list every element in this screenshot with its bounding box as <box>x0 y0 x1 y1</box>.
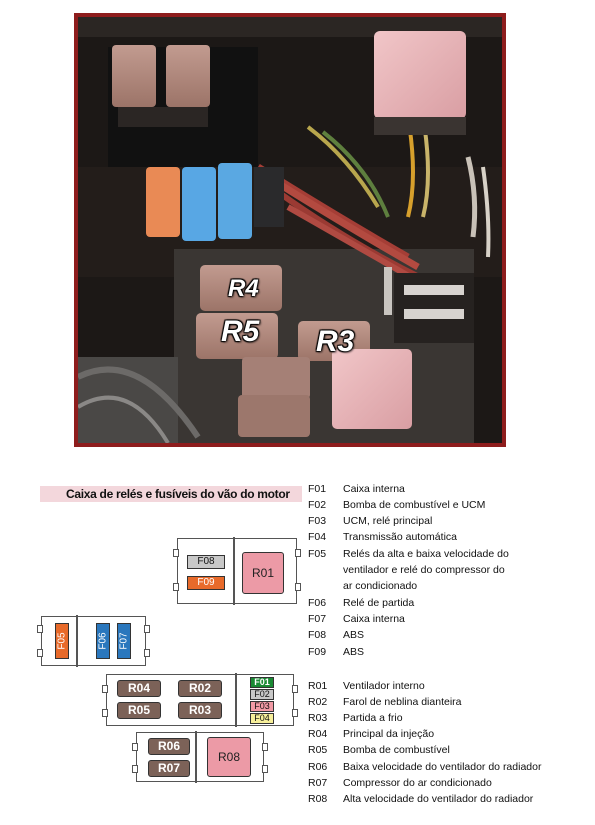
legend-text: Alta velocidade do ventilador do radiador <box>343 793 534 805</box>
legend-code: F07 <box>308 613 327 625</box>
legend-code: R03 <box>308 712 328 724</box>
legend-text: Bomba de combustível <box>343 744 450 756</box>
legend-code: R02 <box>308 696 328 708</box>
relay-r02: R02 <box>178 680 222 697</box>
legend-code: F08 <box>308 629 327 641</box>
relay-r05: R05 <box>117 702 161 719</box>
legend-text: Baixa velocidade do ventilador do radiador <box>343 761 542 773</box>
fuse-f05: F05 <box>55 623 69 659</box>
engine-bay-photo <box>74 13 506 447</box>
legend-text: Principal da injeção <box>343 728 435 740</box>
legend-text: Relé de partida <box>343 597 415 609</box>
photo-label-r4: R4 <box>228 275 259 302</box>
relay-r06: R06 <box>148 738 190 755</box>
fuse-f09: F09 <box>187 576 225 590</box>
relay-r01: R01 <box>242 552 284 594</box>
legend-text: ABS <box>343 629 365 641</box>
legend-code: F06 <box>308 597 327 609</box>
fuse-f02: F02 <box>250 689 274 700</box>
relay-r07: R07 <box>148 760 190 777</box>
fuse-f03: F03 <box>250 701 274 712</box>
diagram-title: Caixa de relés e fusíveis do vão do motor <box>40 486 302 502</box>
legend-text: UCM, relé principal <box>343 515 433 527</box>
legend-text: Compressor do ar condicionado <box>343 777 492 789</box>
fuse-f01: F01 <box>250 677 274 688</box>
legend-code: R04 <box>308 728 328 740</box>
legend-code: F02 <box>308 499 327 511</box>
legend-code: R05 <box>308 744 328 756</box>
legend-code: R08 <box>308 793 328 805</box>
legend-code: F01 <box>308 483 327 495</box>
legend-text: Farol de neblina dianteira <box>343 696 462 708</box>
legend-text: ABS <box>343 646 365 658</box>
fuse-f08: F08 <box>187 555 225 569</box>
relay-r04: R04 <box>117 680 161 697</box>
legend-code: F09 <box>308 646 327 658</box>
relay-r03: R03 <box>178 702 222 719</box>
legend-text: ar condicionado <box>343 580 418 592</box>
legend-code: F03 <box>308 515 327 527</box>
relay-r08: R08 <box>207 737 251 777</box>
photo-label-r3: R3 <box>316 325 355 358</box>
fuse-f07: F07 <box>117 623 131 659</box>
fuse-f04: F04 <box>250 713 274 724</box>
legend-text: Bomba de combustível e UCM <box>343 499 486 511</box>
legend-text: Caixa interna <box>343 613 405 625</box>
legend-text: Relés da alta e baixa velocidade do <box>343 548 509 560</box>
legend-code: F05 <box>308 548 327 560</box>
legend-text: Partida a frio <box>343 712 403 724</box>
legend-text: Ventilador interno <box>343 680 425 692</box>
fuse-f06: F06 <box>96 623 110 659</box>
legend-code: R01 <box>308 680 328 692</box>
legend-code: R06 <box>308 761 328 773</box>
legend-code: R07 <box>308 777 328 789</box>
legend-text: ventilador e relé do compressor do <box>343 564 505 576</box>
legend-code: F04 <box>308 531 327 543</box>
photo-illustration <box>78 17 502 443</box>
photo-label-r5: R5 <box>221 315 260 348</box>
legend-text: Transmissão automática <box>343 531 457 543</box>
legend-text: Caixa interna <box>343 483 405 495</box>
